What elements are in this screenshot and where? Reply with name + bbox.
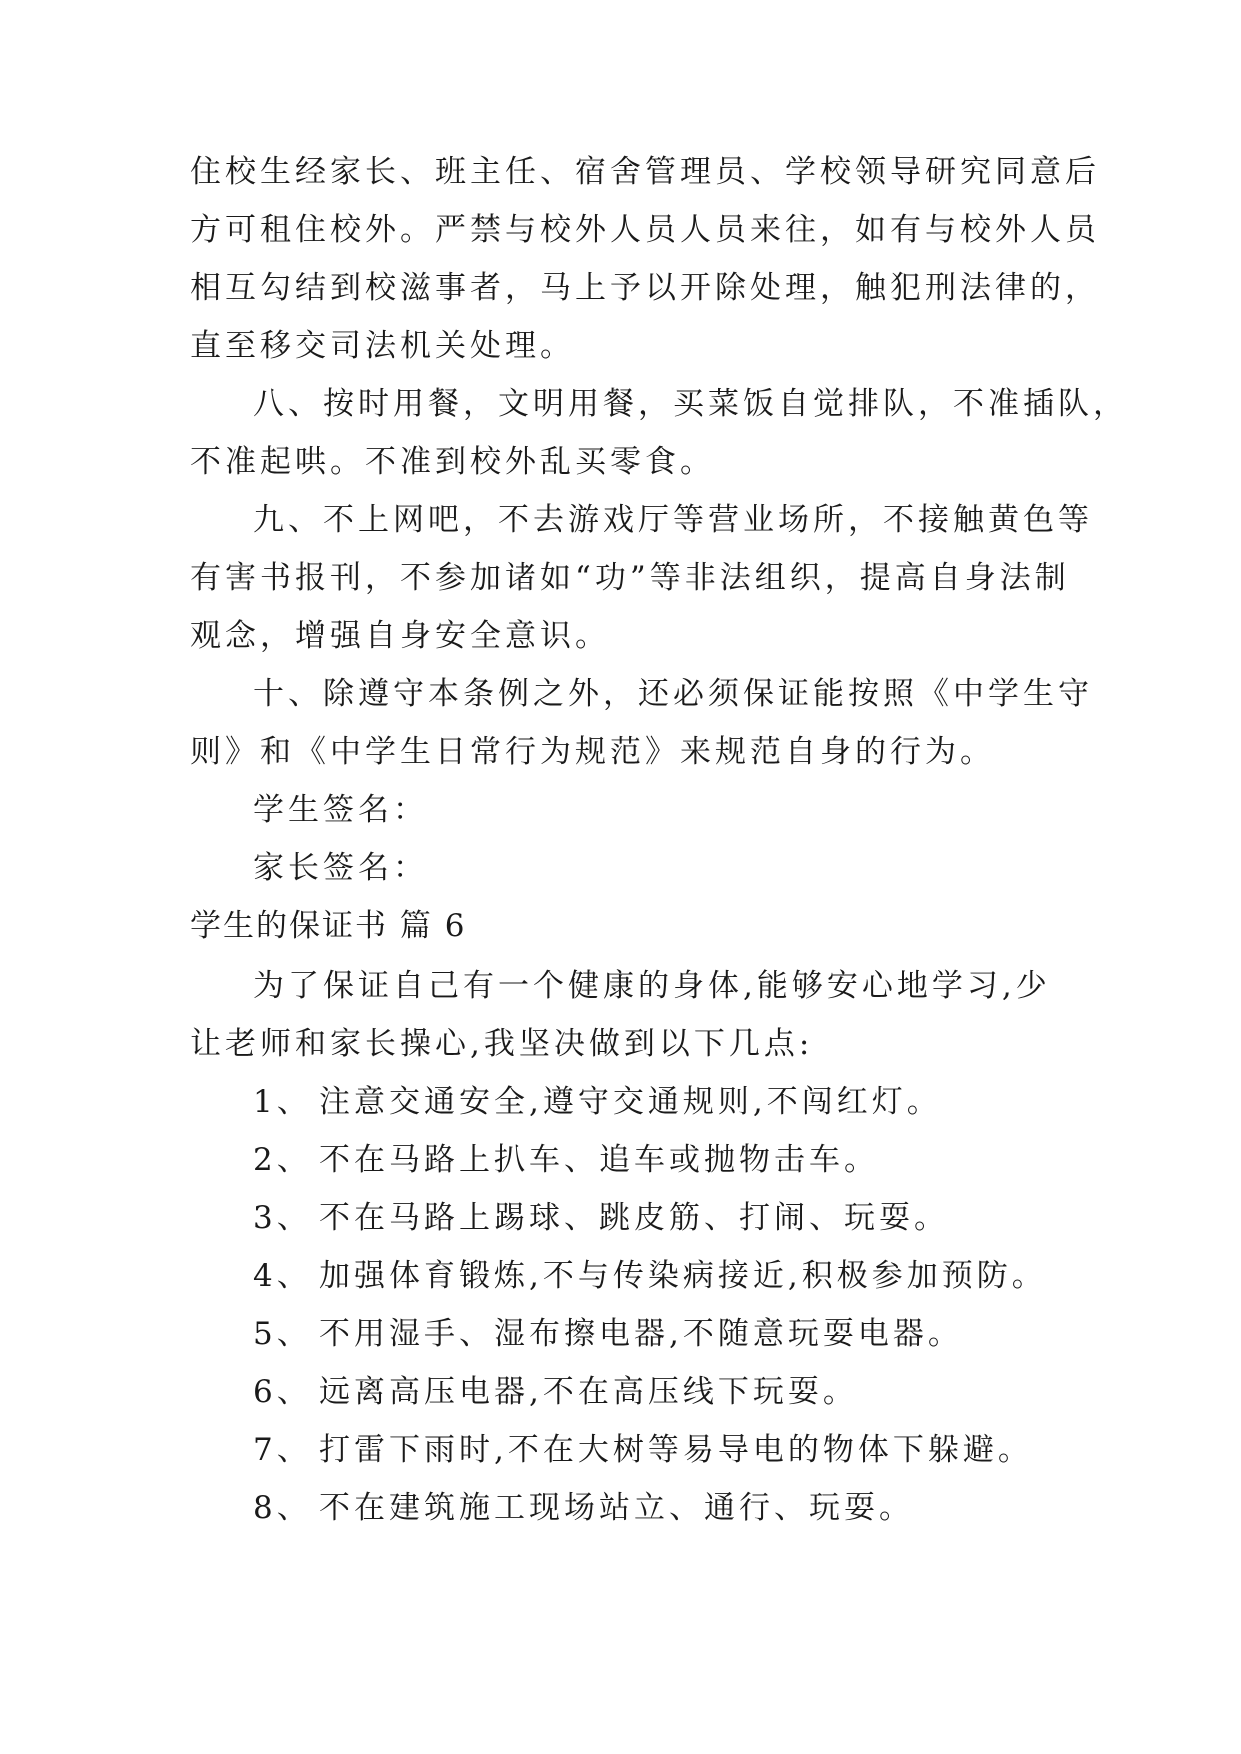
list-item-number: 5、 xyxy=(253,1316,312,1352)
list-item xyxy=(253,1198,949,1238)
paragraph-line: 方可租住校外。严禁与校外人员人员来往，如有与校外人员 xyxy=(190,212,1100,248)
list-item xyxy=(253,1256,1047,1296)
list-item xyxy=(253,1314,963,1354)
list-item-text: 加强体育锻炼,不与传染病接近,积极参加预防。 xyxy=(319,1258,1047,1294)
rule-9-line: 有害书报刊，不参加诸如“功”等非法组织，提高自身法制 xyxy=(190,560,1070,596)
rule-9-line: 观念，增强自身安全意识。 xyxy=(190,618,610,654)
list-item-number: 3、 xyxy=(253,1200,312,1236)
list-item-number: 2、 xyxy=(253,1142,312,1178)
section-title: 学生的保证书 篇 6 xyxy=(190,908,467,944)
list-item-text: 不在建筑施工现场站立、通行、玩耍。 xyxy=(319,1490,914,1526)
paragraph-line: 相互勾结到校滋事者，马上予以开除处理，触犯刑法律的， xyxy=(190,270,1100,306)
student-signature-label: 学生签名： xyxy=(253,792,428,828)
list-item-number: 6、 xyxy=(253,1374,312,1410)
intro-line: 为了保证自己有一个健康的身体,能够安心地学习,少 xyxy=(253,968,1051,1004)
rule-10-line: 则》和《中学生日常行为规范》来规范自身的行为。 xyxy=(190,734,995,770)
list-item-number: 8、 xyxy=(253,1490,312,1526)
parent-signature-label: 家长签名： xyxy=(253,850,428,886)
list-item xyxy=(253,1488,914,1528)
list-item-text: 不在马路上踢球、跳皮筋、打闹、玩耍。 xyxy=(319,1200,949,1236)
rule-9-line: 九、不上网吧，不去游戏厅等营业场所，不接触黄色等 xyxy=(253,502,1093,538)
list-item-text: 远离高压电器,不在高压线下玩耍。 xyxy=(319,1374,858,1410)
list-item xyxy=(253,1140,879,1180)
list-item-text: 不用湿手、湿布擦电器,不随意玩耍电器。 xyxy=(319,1316,963,1352)
rule-8-line: 不准起哄。不准到校外乱买零食。 xyxy=(190,444,715,480)
paragraph-line: 直至移交司法机关处理。 xyxy=(190,328,575,364)
list-item-number: 4、 xyxy=(253,1258,312,1294)
list-item-number: 7、 xyxy=(253,1432,312,1468)
list-item xyxy=(253,1372,858,1412)
list-item-text: 不在马路上扒车、追车或抛物击车。 xyxy=(319,1142,879,1178)
paragraph-line: 住校生经家长、班主任、宿舍管理员、学校领导研究同意后 xyxy=(190,154,1100,190)
rule-10-line: 十、除遵守本条例之外，还必须保证能按照《中学生守 xyxy=(253,676,1093,712)
list-item-number: 1、 xyxy=(253,1084,312,1120)
rule-8-line: 八、按时用餐，文明用餐，买菜饭自觉排队，不准插队， xyxy=(253,386,1128,422)
list-item xyxy=(253,1430,1033,1470)
list-item-text: 打雷下雨时,不在大树等易导电的物体下躲避。 xyxy=(319,1432,1033,1468)
list-item xyxy=(253,1082,942,1122)
intro-line: 让老师和家长操心,我坚决做到以下几点: xyxy=(190,1026,814,1062)
list-item-text: 注意交通安全,遵守交通规则,不闯红灯。 xyxy=(319,1084,942,1120)
